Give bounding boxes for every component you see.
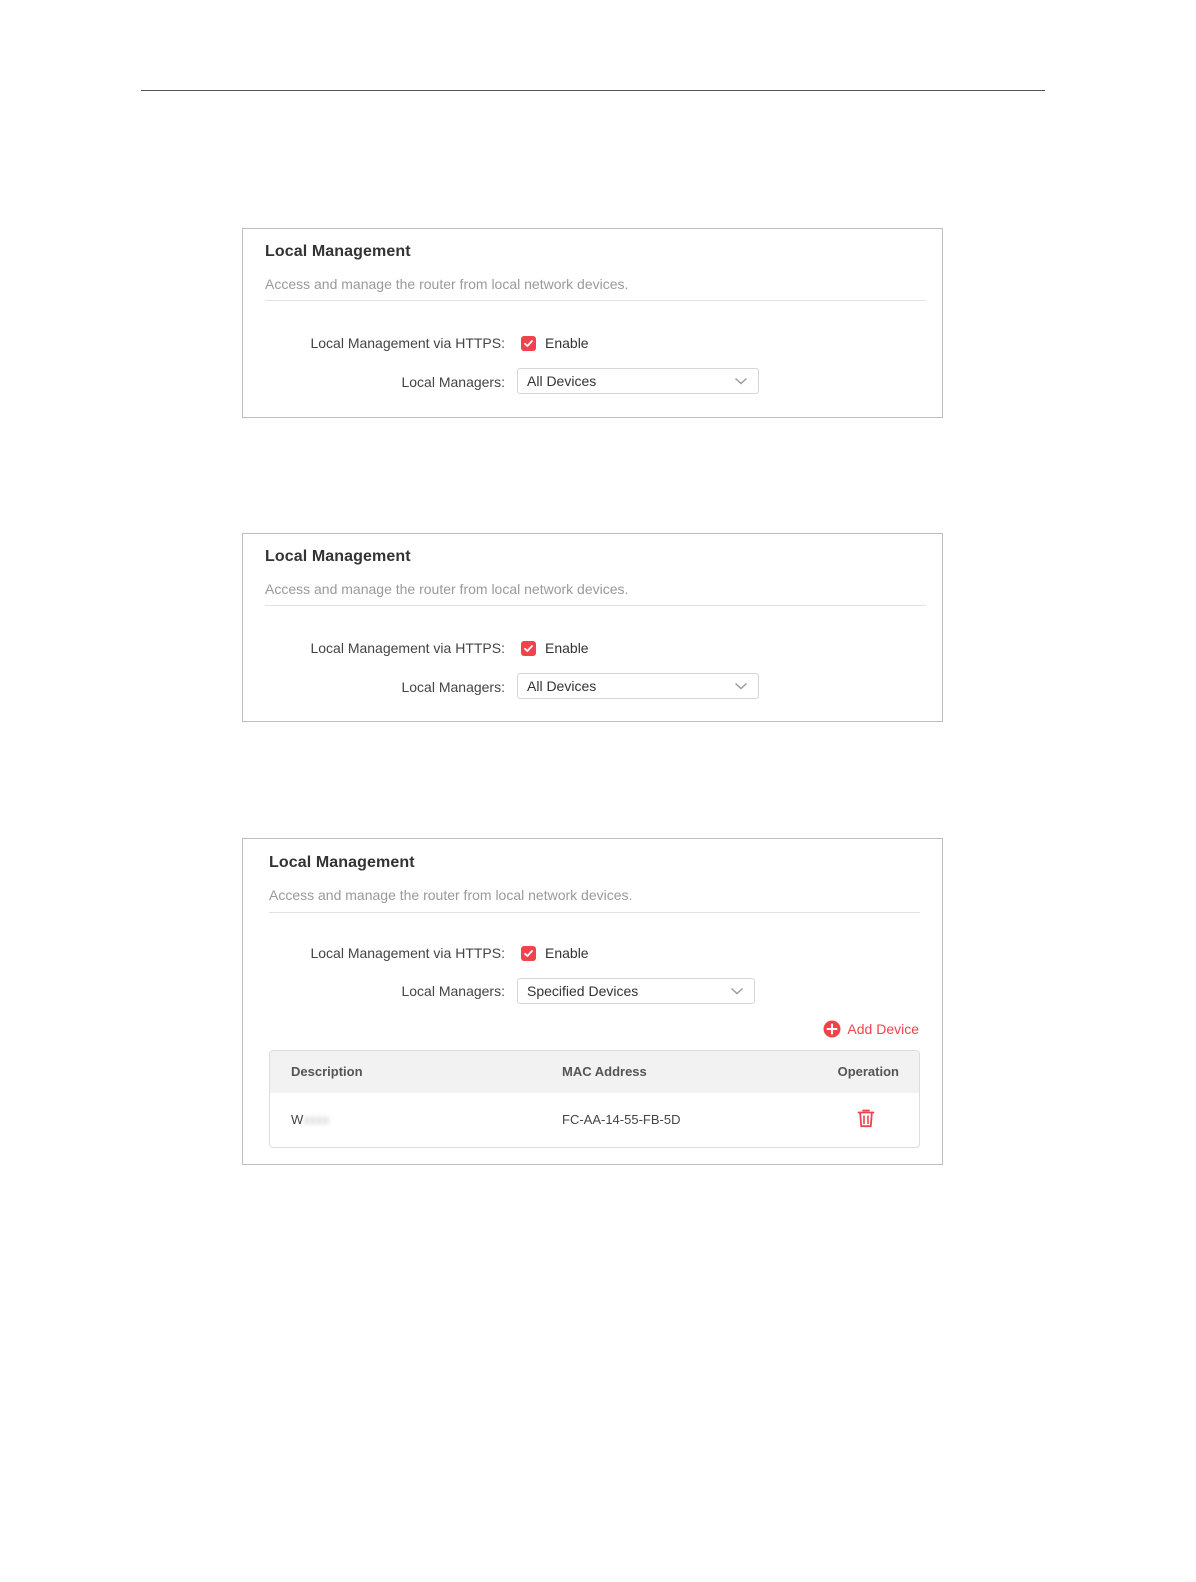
chevron-down-icon	[730, 986, 744, 996]
local-managers-select[interactable]	[517, 673, 759, 699]
device-table	[269, 1050, 920, 1148]
column-header-description: Description	[291, 1064, 363, 1079]
https-label: Local Management via HTTPS:	[310, 335, 505, 351]
local-managers-select[interactable]	[517, 368, 759, 394]
column-header-operation: Operation	[837, 1064, 899, 1079]
local-managers-select[interactable]	[517, 978, 755, 1004]
panel-title: Local Management	[265, 548, 411, 565]
plus-circle-icon	[823, 1020, 841, 1038]
check-icon	[521, 336, 536, 351]
description-text: W	[291, 1112, 304, 1127]
panel-divider	[265, 605, 926, 606]
enable-label: Enable	[545, 945, 589, 961]
select-value: All Devices	[527, 373, 597, 389]
local-management-panel-1	[242, 228, 943, 418]
local-managers-label: Local Managers:	[401, 679, 505, 695]
add-device-button[interactable]	[823, 1020, 919, 1038]
select-value: Specified Devices	[527, 983, 639, 999]
chevron-down-icon	[734, 681, 748, 691]
description-redacted: xxxx	[303, 1112, 330, 1127]
table-header	[270, 1051, 919, 1093]
enable-label: Enable	[545, 335, 589, 351]
local-management-panel-2	[242, 533, 943, 722]
local-managers-label: Local Managers:	[401, 374, 505, 390]
chevron-down-icon	[734, 376, 748, 386]
panel-divider	[265, 300, 926, 301]
panel-description: Access and manage the router from local network devices.	[269, 887, 633, 903]
table-row	[270, 1093, 919, 1147]
local-management-panel-3	[242, 838, 943, 1165]
check-icon	[521, 641, 536, 656]
panel-divider	[269, 912, 920, 913]
https-enable-checkbox[interactable]	[521, 945, 589, 961]
column-header-mac: MAC Address	[562, 1064, 647, 1079]
enable-label: Enable	[545, 640, 589, 656]
device-description	[291, 1112, 329, 1127]
check-icon	[521, 946, 536, 961]
select-value: All Devices	[527, 678, 597, 694]
panel-description: Access and manage the router from local network devices.	[265, 581, 629, 597]
device-mac: FC-AA-14-55-FB-5D	[562, 1112, 681, 1127]
https-enable-checkbox[interactable]	[521, 335, 589, 351]
https-enable-checkbox[interactable]	[521, 640, 589, 656]
https-label: Local Management via HTTPS:	[310, 945, 505, 961]
trash-icon[interactable]	[857, 1108, 875, 1128]
panel-title: Local Management	[265, 243, 411, 260]
local-managers-label: Local Managers:	[401, 983, 505, 999]
panel-description: Access and manage the router from local network devices.	[265, 276, 629, 292]
add-device-label: Add Device	[847, 1021, 919, 1037]
panel-title: Local Management	[269, 854, 415, 871]
https-label: Local Management via HTTPS:	[310, 640, 505, 656]
header-rule	[141, 90, 1045, 91]
